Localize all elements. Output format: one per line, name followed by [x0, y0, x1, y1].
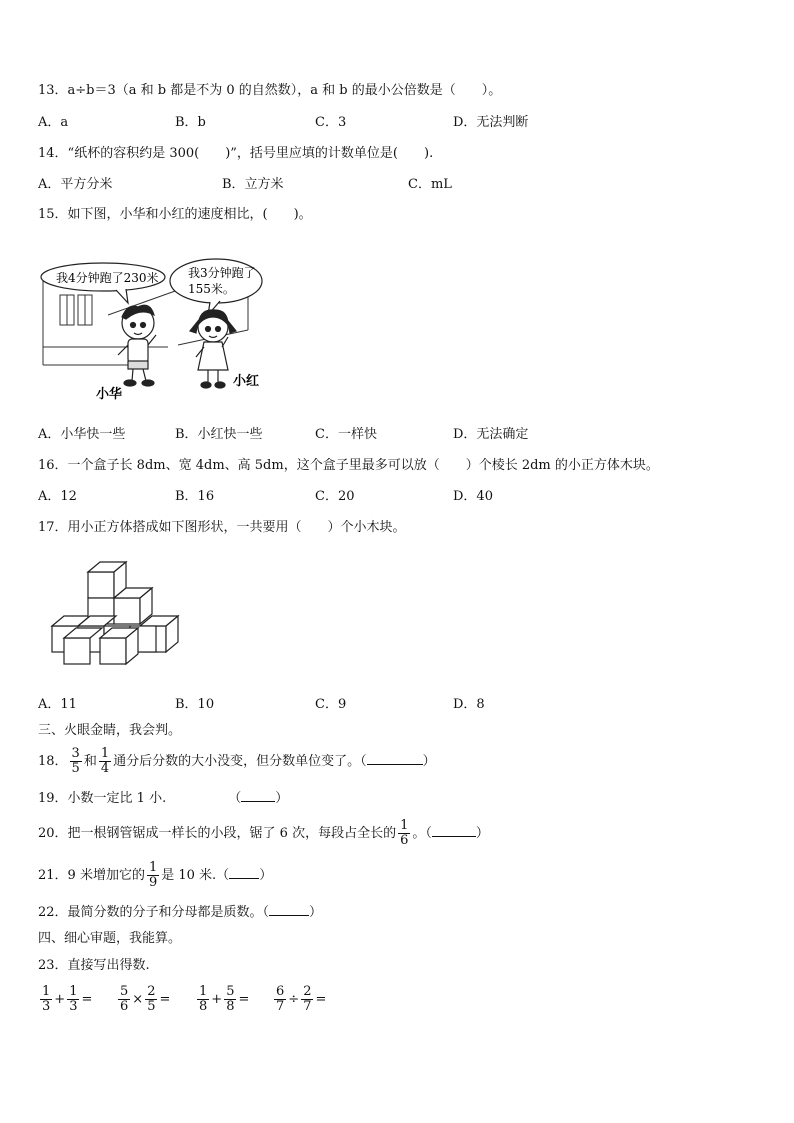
- calc4-eq: =: [315, 992, 327, 1007]
- calc1-b-num: 1: [69, 984, 78, 999]
- question-13-stem: 13．a÷b＝3（a 和 b 都是不为 0 的自然数），a 和 b 的最小公倍数是（ ）。: [38, 83, 502, 98]
- q20-frac-num: 1: [400, 818, 409, 833]
- q21-frac-den: 9: [148, 875, 158, 890]
- calc4-a-den: 7: [276, 999, 285, 1014]
- q18-suffix: 通分后分数的大小没变，但分数单位变了。（: [113, 754, 367, 769]
- calc2-b-den: 5: [147, 999, 156, 1014]
- calc2-eq: =: [159, 992, 171, 1007]
- q13-option-a: A．a: [38, 115, 69, 130]
- calc3-b-den: 8: [226, 999, 235, 1014]
- q14-option-c: C．mL: [408, 177, 452, 192]
- q20-suffix: 。（: [412, 826, 432, 841]
- q18-answer-blank[interactable]: [367, 752, 423, 765]
- bubble-left-text: 我4分钟跑了230米: [56, 271, 159, 285]
- q18-prefix: 18．: [38, 754, 68, 769]
- q20-frac-den: 6: [400, 833, 409, 848]
- q18-close: ）: [422, 754, 436, 769]
- name-xiaohong: 小红: [233, 374, 260, 389]
- q18-frac2-den: 4: [100, 761, 110, 776]
- section-3-heading: 三、火眼金睛，我会判。: [38, 723, 182, 738]
- fraction-1-4: [99, 747, 111, 776]
- q13-option-b: B．b: [175, 115, 206, 130]
- calc4-b-den: 7: [303, 999, 312, 1014]
- calc3-b-num: 5: [226, 984, 235, 999]
- calc-item-4: [272, 984, 326, 1016]
- section-4-heading: 四、细心审题，我能算。: [38, 931, 182, 946]
- question-14-stem: 14．“纸杯的容积约是 300( )”，括号里应填的计数单位是( ).: [38, 146, 434, 161]
- q19-answer-blank[interactable]: [241, 789, 275, 802]
- q16-option-d: D．40: [453, 489, 493, 504]
- calc3-a-num: 1: [199, 984, 208, 999]
- q22-text: 22．最简分数的分子和分母都是质数。（: [38, 905, 270, 920]
- q15-option-a: A．小华快一些: [38, 427, 126, 442]
- calc2-a-den: 6: [120, 999, 129, 1014]
- calc1-a-num: 1: [42, 984, 51, 999]
- q19-close: ）: [275, 791, 289, 806]
- calc4-a-num: 6: [276, 984, 285, 999]
- boy-figure: [118, 305, 156, 386]
- question-16-stem: 16．一个盒子长 8dm、宽 4dm、高 5dm，这个盒子里最多可以放（ ）个棱长 2dm 的小正方体木块。: [38, 458, 659, 473]
- calc-item-2: [116, 984, 170, 1016]
- q15-option-c: C．一样快: [315, 427, 377, 442]
- bubble-right-text-2: 155米。: [188, 282, 235, 296]
- calc2-a-num: 5: [120, 984, 129, 999]
- q17-option-b: B．10: [175, 697, 215, 712]
- cube-stack-figure: [44, 558, 184, 670]
- q16-option-a: A．12: [38, 489, 77, 504]
- fraction-3-5: [70, 747, 82, 776]
- question-17-stem: 17．用小正方体搭成如下图形状，一共要用（ ）个小木块。: [38, 520, 406, 535]
- calc4-b-num: 2: [303, 984, 312, 999]
- calc-item-1: [38, 984, 92, 1016]
- q14-option-a: A．平方分米: [38, 177, 113, 192]
- calc1-b-den: 3: [69, 999, 78, 1014]
- calc1-eq: =: [81, 992, 93, 1007]
- q20-close: ）: [475, 826, 489, 841]
- q17-option-d: D．8: [453, 697, 485, 712]
- q21-frac-num: 1: [148, 860, 158, 875]
- q14-option-b: B．立方米: [222, 177, 284, 192]
- question-23-stem: 23．直接写出得数.: [38, 958, 150, 973]
- calc-item-3: [195, 984, 249, 1016]
- question-19: [38, 789, 288, 808]
- q19-text: 19．小数一定比 1 小.: [38, 791, 167, 806]
- q18-frac1-num: 3: [71, 746, 80, 761]
- calc4-op: ÷: [288, 992, 300, 1007]
- running-children-illustration: [38, 255, 268, 405]
- calc1-a-den: 3: [42, 999, 51, 1014]
- q17-option-a: A．11: [38, 697, 77, 712]
- q16-option-c: C．20: [315, 489, 355, 504]
- q13-option-c: C．3: [315, 115, 347, 130]
- q22-answer-blank[interactable]: [269, 903, 309, 916]
- question-20: [38, 818, 489, 850]
- q17-option-c: C．9: [315, 697, 347, 712]
- question-15-stem: 15．如下图，小华和小红的速度相比，( )。: [38, 207, 312, 222]
- q21-suffix: 是 10 米.（: [161, 868, 230, 883]
- calc3-eq: =: [238, 992, 250, 1007]
- question-22: [38, 903, 322, 922]
- q20-prefix: 20．把一根钢管锯成一样长的小段，锯了 6 次，每段占全长的: [38, 826, 397, 841]
- girl-figure: [190, 310, 236, 388]
- calc3-a-den: 8: [199, 999, 208, 1014]
- q15-option-b: B．小红快一些: [175, 427, 263, 442]
- calc1-op: +: [54, 992, 66, 1007]
- q18-frac1-den: 5: [71, 761, 80, 776]
- q18-frac2-num: 1: [100, 746, 110, 761]
- name-xiaohua: 小华: [96, 387, 123, 402]
- calc2-op: ×: [132, 992, 144, 1007]
- calc3-op: +: [211, 992, 223, 1007]
- q16-option-b: B．16: [175, 489, 215, 504]
- question-18: [38, 746, 436, 778]
- fraction-1-6: [398, 819, 410, 848]
- cube-outlines: [52, 562, 178, 664]
- calc2-b-num: 2: [147, 984, 156, 999]
- q21-close: ）: [259, 868, 273, 883]
- q20-answer-blank[interactable]: [432, 824, 476, 837]
- q18-mid: 和: [83, 754, 97, 769]
- q13-option-d: D．无法判断: [453, 115, 529, 130]
- q21-answer-blank[interactable]: [229, 866, 259, 879]
- bubble-right-text-1: 我3分钟跑了: [188, 266, 256, 280]
- question-21: [38, 860, 272, 892]
- q22-close: ）: [309, 905, 323, 920]
- q15-option-d: D．无法确定: [453, 427, 529, 442]
- fraction-1-9: [147, 861, 159, 890]
- q19-open: （: [228, 791, 242, 806]
- q21-prefix: 21．9 米增加它的: [38, 868, 145, 883]
